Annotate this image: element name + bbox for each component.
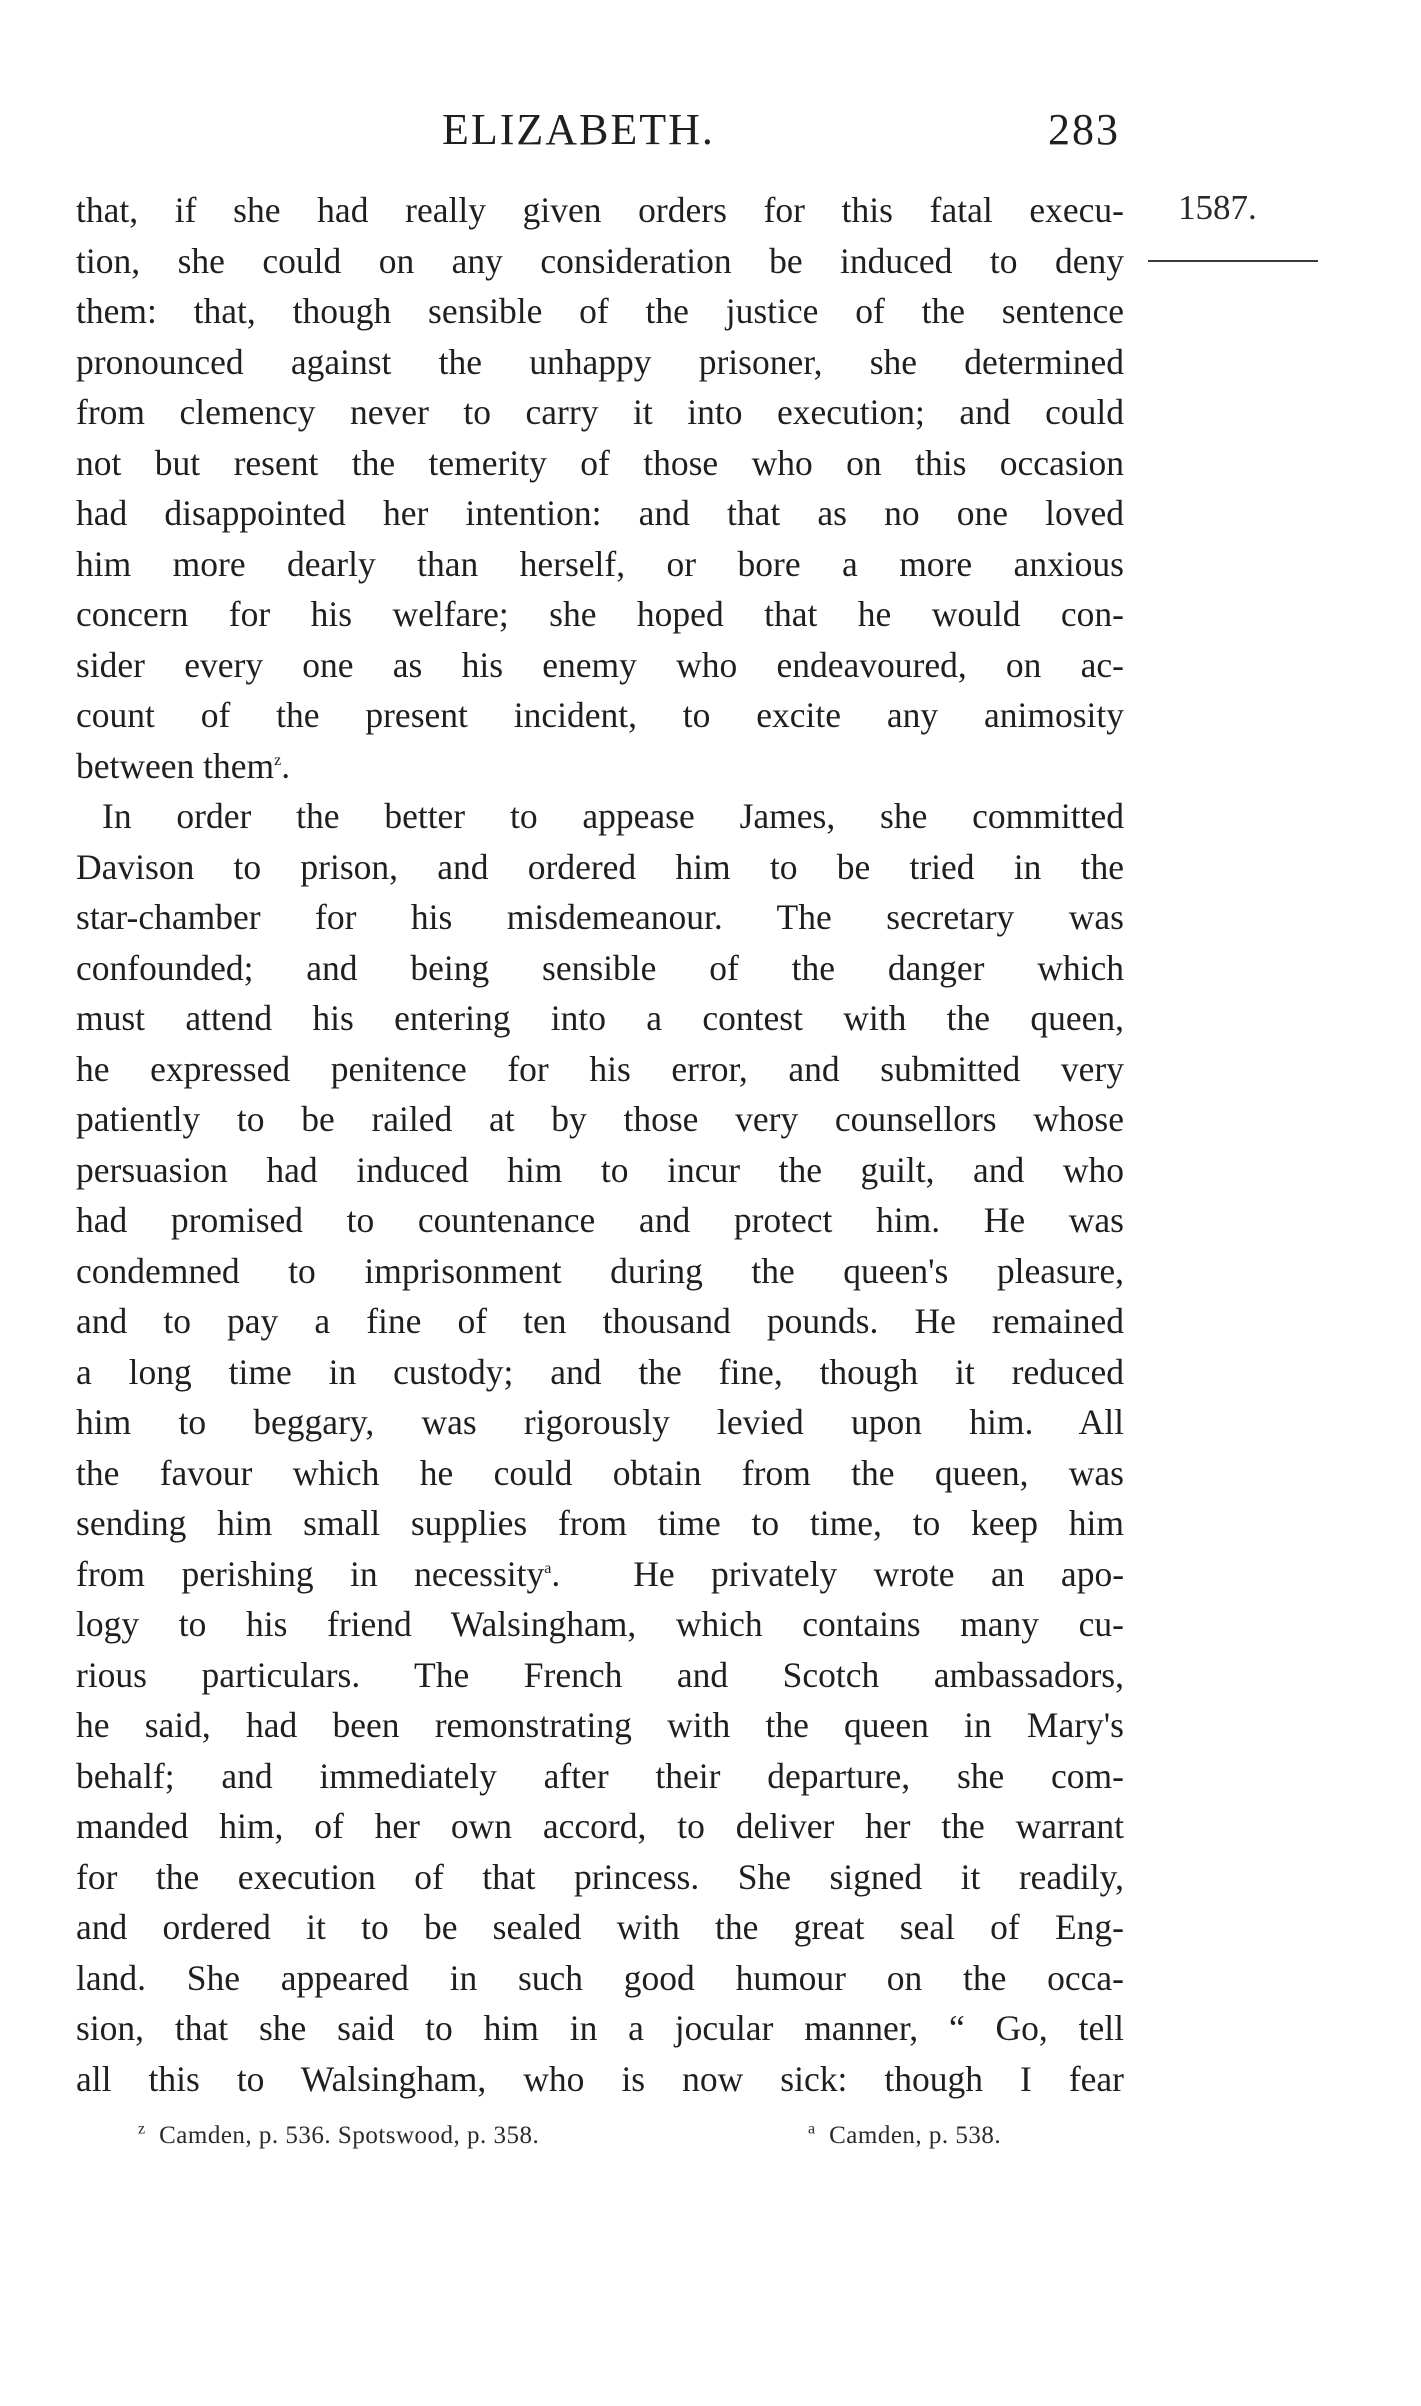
page-title: ELIZABETH.: [442, 105, 715, 154]
text-line: In order the better to appease James, she committed: [102, 796, 1124, 836]
text-fragment: .: [281, 745, 291, 786]
text-line: and to pay a fine of ten thousand pounds. He remained: [76, 1301, 1124, 1341]
text-line: [76, 1549, 1124, 1600]
margin-year: 1587.: [1178, 188, 1257, 227]
text-line: all this to Walsingham, who is now sick: though I fear: [76, 2058, 1124, 2099]
text-line: condemned to imprisonment during the queen's pleasure,: [76, 1250, 1124, 1291]
text-line: must attend his entering into a contest with the queen,: [76, 998, 1124, 1038]
text-line: tion, she could on any consideration be induced to deny: [76, 240, 1124, 281]
text-line: a long time in custody; and the fine, though it reduced: [76, 1351, 1124, 1392]
text-line: sion, that she said to him in a jocular manner, “ Go, tell: [76, 2008, 1124, 2048]
footnote-mark-z: z: [138, 2120, 146, 2138]
text-line: sending him small supplies from time to time, to keep him: [76, 1503, 1124, 1543]
text-line: him more dearly than herself, or bore a more anxious: [76, 543, 1124, 584]
footnotes: [0, 2122, 1421, 2162]
text-line: and ordered it to be sealed with the great seal of Eng-: [76, 1907, 1124, 1947]
text-line: him to beggary, was rigorously levied upon him. All: [76, 1402, 1124, 1442]
text-line: had disappointed her intention: and that as no one loved: [76, 493, 1124, 533]
text-line: persuasion had induced him to incur the guilt, and who: [76, 1149, 1124, 1190]
text-line: for the execution of that princess. She signed it readily,: [76, 1856, 1124, 1897]
text-line: the favour which he could obtain from the queen, was: [76, 1452, 1124, 1493]
footnote-z: [138, 2122, 539, 2150]
text-line: them: that, though sensible of the justice of the sentence: [76, 291, 1124, 331]
text-line: sider every one as his enemy who endeavoured, on ac-: [76, 644, 1124, 685]
text-line: that, if she had really given orders for this fatal execu-: [76, 190, 1124, 230]
text-line: [76, 741, 1124, 792]
page-number: 283: [1048, 105, 1120, 154]
text-line: pronounced against the unhappy prisoner, she determined: [76, 341, 1124, 382]
text-line: he said, had been remonstrating with the queen in Mary's: [76, 1705, 1124, 1745]
text-fragment: between them: [76, 745, 275, 786]
text-line: from clemency never to carry it into execution; and could: [76, 392, 1124, 432]
text-line: concern for his welfare; she hoped that he would con-: [76, 594, 1124, 634]
text-line: he expressed penitence for his error, and submitted very: [76, 1048, 1124, 1089]
footnote-ref-z: z: [274, 751, 282, 769]
text-line: star-chamber for his misdemeanour. The secretary was: [76, 897, 1124, 937]
footnote-text-a: Camden, p. 538.: [829, 2122, 1002, 2149]
text-line: not but resent the temerity of those who on this occasion: [76, 442, 1124, 483]
text-line: had promised to countenance and protect him. He was: [76, 1200, 1124, 1240]
text-line: behalf; and immediately after their departure, she com-: [76, 1755, 1124, 1796]
margin-rule: [1148, 260, 1318, 262]
footnote-mark-a: a: [808, 2120, 816, 2138]
body-text: [76, 185, 1124, 2104]
text-line: land. She appeared in such good humour on the occa-: [76, 1957, 1124, 1998]
footnote-a: [808, 2122, 1001, 2150]
text-line: Davison to prison, and ordered him to be tried in the: [76, 846, 1124, 887]
text-fragment: .: [551, 1553, 561, 1594]
text-line: logy to his friend Walsingham, which contains many cu-: [76, 1604, 1124, 1644]
text-line: count of the present incident, to excite any animosity: [76, 695, 1124, 735]
text-line: manded him, of her own accord, to deliver her the warrant: [76, 1806, 1124, 1846]
text-line: rious particulars. The French and Scotch ambassadors,: [76, 1654, 1124, 1695]
text-fragment: from perishing in necessity: [76, 1553, 545, 1594]
footnote-text-z: Camden, p. 536. Spotswood, p. 358.: [159, 2122, 540, 2149]
text-line: patiently to be railed at by those very counsellors whose: [76, 1099, 1124, 1139]
running-head: [76, 104, 1120, 164]
footnote-ref-a: a: [544, 1559, 552, 1577]
text-line: confounded; and being sensible of the danger which: [76, 947, 1124, 988]
text-fragment: He privately wrote an apo-: [633, 1553, 1125, 1594]
